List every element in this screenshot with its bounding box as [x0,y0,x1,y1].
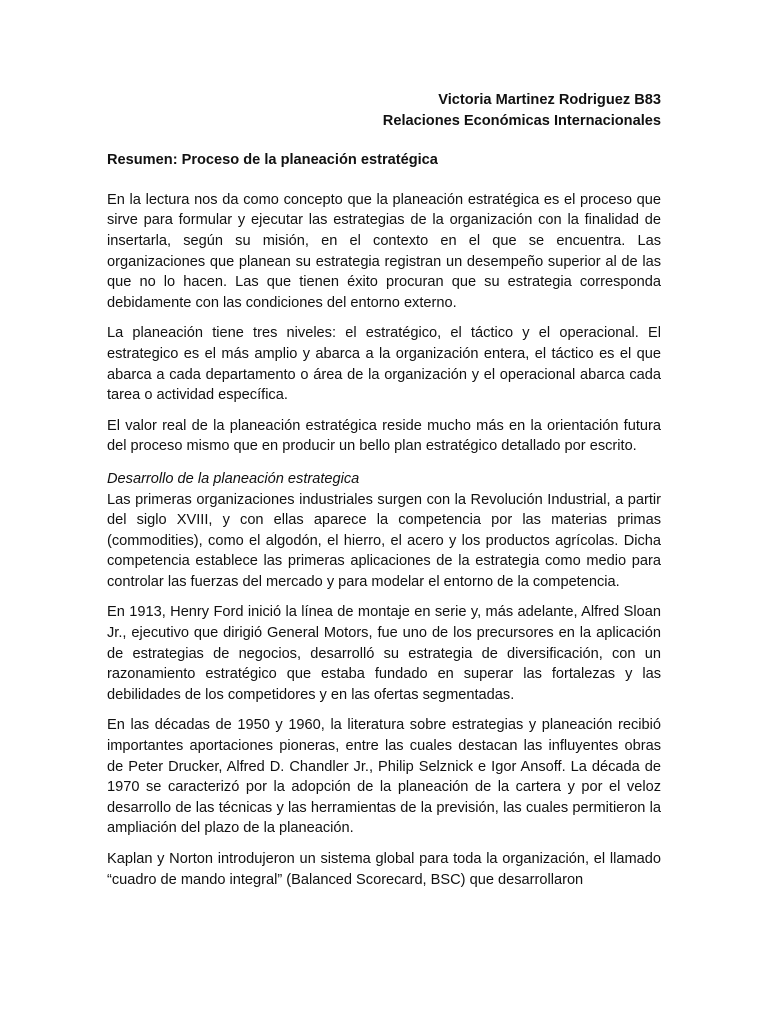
summary-title: Resumen: Proceso de la planeación estratégica [107,152,438,169]
author-name: Victoria Martinez Rodriguez B83 [438,92,661,108]
course-name: Relaciones Económicas Internacionales [382,112,661,129]
document-header [107,90,661,131]
section-development [107,469,661,593]
paragraph-definition: En la lectura nos da como concepto que la planeación estratégica es el proceso que sirve para formular y ejecutar las estrategias de la organización con la finalidad de insertarla, según su misión, en el contexto en el que se encuentra. Las organizaciones que planean su estrategia registran un desempeño superior al de las que no lo hacen. Las que tienen éxito procuran que su estrategia corresponda debidamente con las condiciones del entorno externo. [107,191,661,311]
paragraph-kaplan-norton: Kaplan y Norton introdujeron un sistema global para toda la organización, el llamado “cuadro de mando integral” (Balanced Scorecard, BSC) que desarrollaron [107,851,661,888]
paragraph-henry-ford: En 1913, Henry Ford inició la línea de montaje en serie y, más adelante, Alfred Sloan Jr., ejecutivo que dirigió General Motors, fue uno de los precursores en la aplicación de estrategias de negocios, desarrolló su estrategia de diversificación, con un razonamiento estratégico que estaba fundado en superar las fortalezas y las debilidades de los competidores y en las ofertas segmentadas. [107,604,661,703]
paragraph-value: El valor real de la planeación estratégica reside mucho más en la orientación futura del proceso mismo que en producir un bello plan estratégico detallado por escrito. [107,417,661,455]
paragraph-decades: En las décadas de 1950 y 1960, la literatura sobre estrategias y planeación recibió importantes aportaciones pioneras, entre las cuales destacan las influyentes obras de Peter Drucker, Alfred D. Chandler Jr., Philip Selznick e Igor Ansoff. La década de 1970 se caracterizó por la adopción de la planeación de la cartera y por el veloz desarrollo de las técnicas y las herramientas de la previsión, las cuales permitieron la ampliación del plazo de la planeación. [107,717,661,837]
paragraph-levels: La planeación tiene tres niveles: el estratégico, el táctico y el operacional. El estrategico es el más amplio y abarca a la organización entera, el táctico es el que abarca a cada departamento o área de la organización y el operacional abarca cada tarea o actividad específica. [107,325,661,404]
document-page [107,90,661,890]
section-title: Desarrollo de la planeación estrategica [107,470,360,487]
paragraph-industrial-revolution: Las primeras organizaciones industriales surgen con la Revolución Industrial, a partir del siglo XVIII, y con ellas aparece la competencia por las materias primas (commodities), como el algodón, el hierro, el acero y los productos agrícolas. Dicha competencia establece las primeras aplicaciones de la estrategia como medio para controlar las fuerzas del mercado y para modelar el entorno de la competencia. [107,491,661,590]
